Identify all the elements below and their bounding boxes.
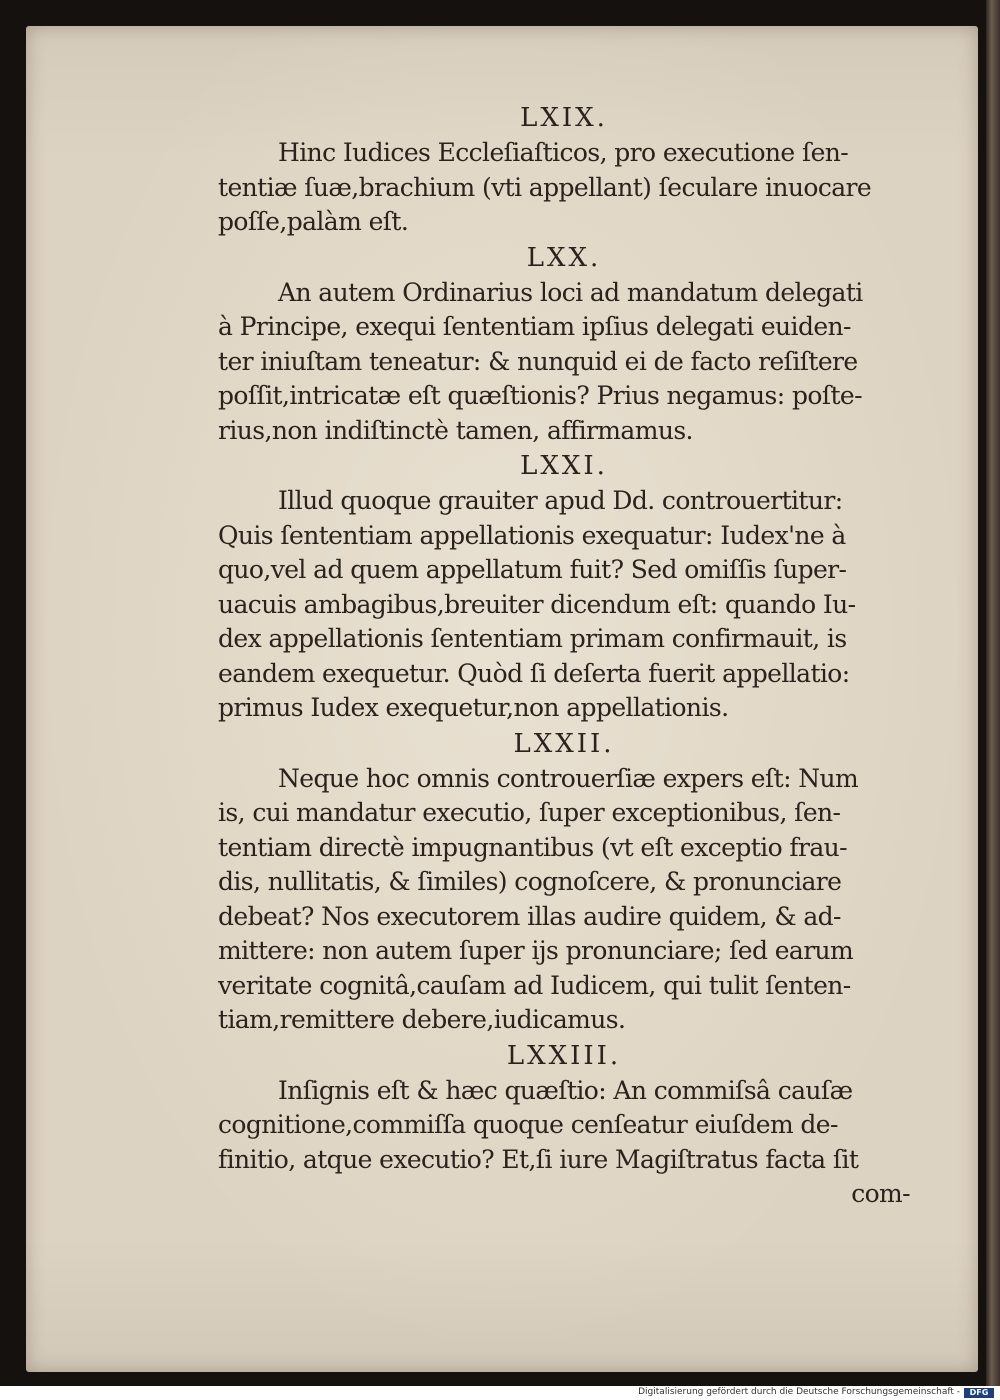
text-line: finitio, atque executio? Et,ſi iure Magiſtratus facta ſit bbox=[218, 1144, 859, 1174]
text-line: poſſe,palàm eſt. bbox=[218, 207, 409, 236]
section-heading: LXXII. bbox=[513, 728, 615, 759]
text-line: mittere: non autem ſuper ijs pronunciare; ſed earum bbox=[218, 936, 854, 965]
section-paragraph bbox=[218, 136, 910, 240]
text-line: rius,non indiſtinctè tamen, affirmamus. bbox=[218, 415, 693, 445]
text-line: tiam,remittere debere,iudicamus. bbox=[218, 1005, 626, 1034]
text-line: dex appellationis ſententiam primam confirmauit, is bbox=[218, 624, 847, 653]
text-line: à Principe, exequi ſententiam ipſius delegati euiden- bbox=[218, 312, 851, 341]
text-line: poſſit,intricatæ eſt quæſtionis? Prius negamus: poſte- bbox=[218, 381, 862, 410]
section-lxxii bbox=[218, 726, 910, 1038]
text-line: dis, nullitatis, & ſimiles) cognoſcere, & pronunciare bbox=[218, 867, 842, 896]
book-page bbox=[26, 26, 978, 1372]
text-line: Neque hoc omnis controuerſiæ expers eſt: Num bbox=[278, 763, 859, 793]
funding-notice: Digitalisierung gefördert durch die Deutsche Forschungsgemeinschaft - bbox=[638, 1387, 960, 1397]
text-line: Inſignis eſt & hæc quæſtio: An commiſsâ cauſæ bbox=[278, 1075, 853, 1105]
section-heading: LXXIII. bbox=[506, 1040, 622, 1071]
section-lxx bbox=[218, 240, 910, 449]
text-line: debeat? Nos executorem illas audire quidem, & ad- bbox=[218, 901, 841, 931]
catchword: com- bbox=[851, 1179, 910, 1208]
text-line: Hinc Iudices Eccleſiaſticos, pro executione ſen- bbox=[278, 138, 849, 167]
dfg-logo-icon: DFG bbox=[964, 1388, 994, 1398]
text-line: Illud quoque grauiter apud Dd. controuertitur: bbox=[278, 486, 843, 515]
section-heading: LXX. bbox=[526, 242, 602, 273]
book-edge bbox=[986, 0, 1000, 1386]
text-line: eandem exequetur. Quòd ſi deſerta fuerit appellatio: bbox=[218, 658, 850, 688]
section-paragraph bbox=[218, 762, 910, 1038]
text-line: primus Iudex exequetur,non appellationis. bbox=[218, 693, 729, 722]
text-line: cognitione,commiſſa quoque cenſeatur eiuſdem de- bbox=[218, 1110, 838, 1139]
text-line: is, cui mandatur executio, ſuper exceptionibus, ſen- bbox=[218, 798, 841, 827]
section-paragraph bbox=[218, 484, 910, 726]
text-line: uacuis ambagibus,breuiter dicendum eſt: quando Iu- bbox=[218, 589, 856, 619]
section-paragraph bbox=[218, 276, 910, 449]
text-line: Quis ſententiam appellationis exequatur: Iudex'ne à bbox=[218, 520, 846, 550]
footer-bar bbox=[0, 1386, 1000, 1400]
text-line: ter iniuſtam teneatur: & nunquid ei de facto reſiſtere bbox=[218, 346, 858, 376]
text-line: quo,vel ad quem appellatum fuit? Sed omiſſis ſuper- bbox=[218, 555, 847, 584]
section-lxxi bbox=[218, 448, 910, 726]
section-heading: LXXI. bbox=[520, 451, 608, 481]
page-text bbox=[218, 100, 910, 1212]
text-line: veritate cognitâ,cauſam ad Iudicem, qui tulit ſenten- bbox=[218, 970, 851, 1000]
section-lxix bbox=[218, 100, 910, 240]
text-line: tentiæ ſuæ,brachium (vti appellant) ſeculare inuocare bbox=[218, 172, 872, 202]
section-lxxiii bbox=[218, 1038, 910, 1212]
section-heading: LXIX. bbox=[520, 103, 608, 133]
section-paragraph bbox=[218, 1074, 910, 1212]
text-line: An autem Ordinarius loci ad mandatum delegati bbox=[278, 277, 863, 307]
text-line: tentiam directè impugnantibus (vt eſt exceptio frau- bbox=[218, 832, 848, 862]
